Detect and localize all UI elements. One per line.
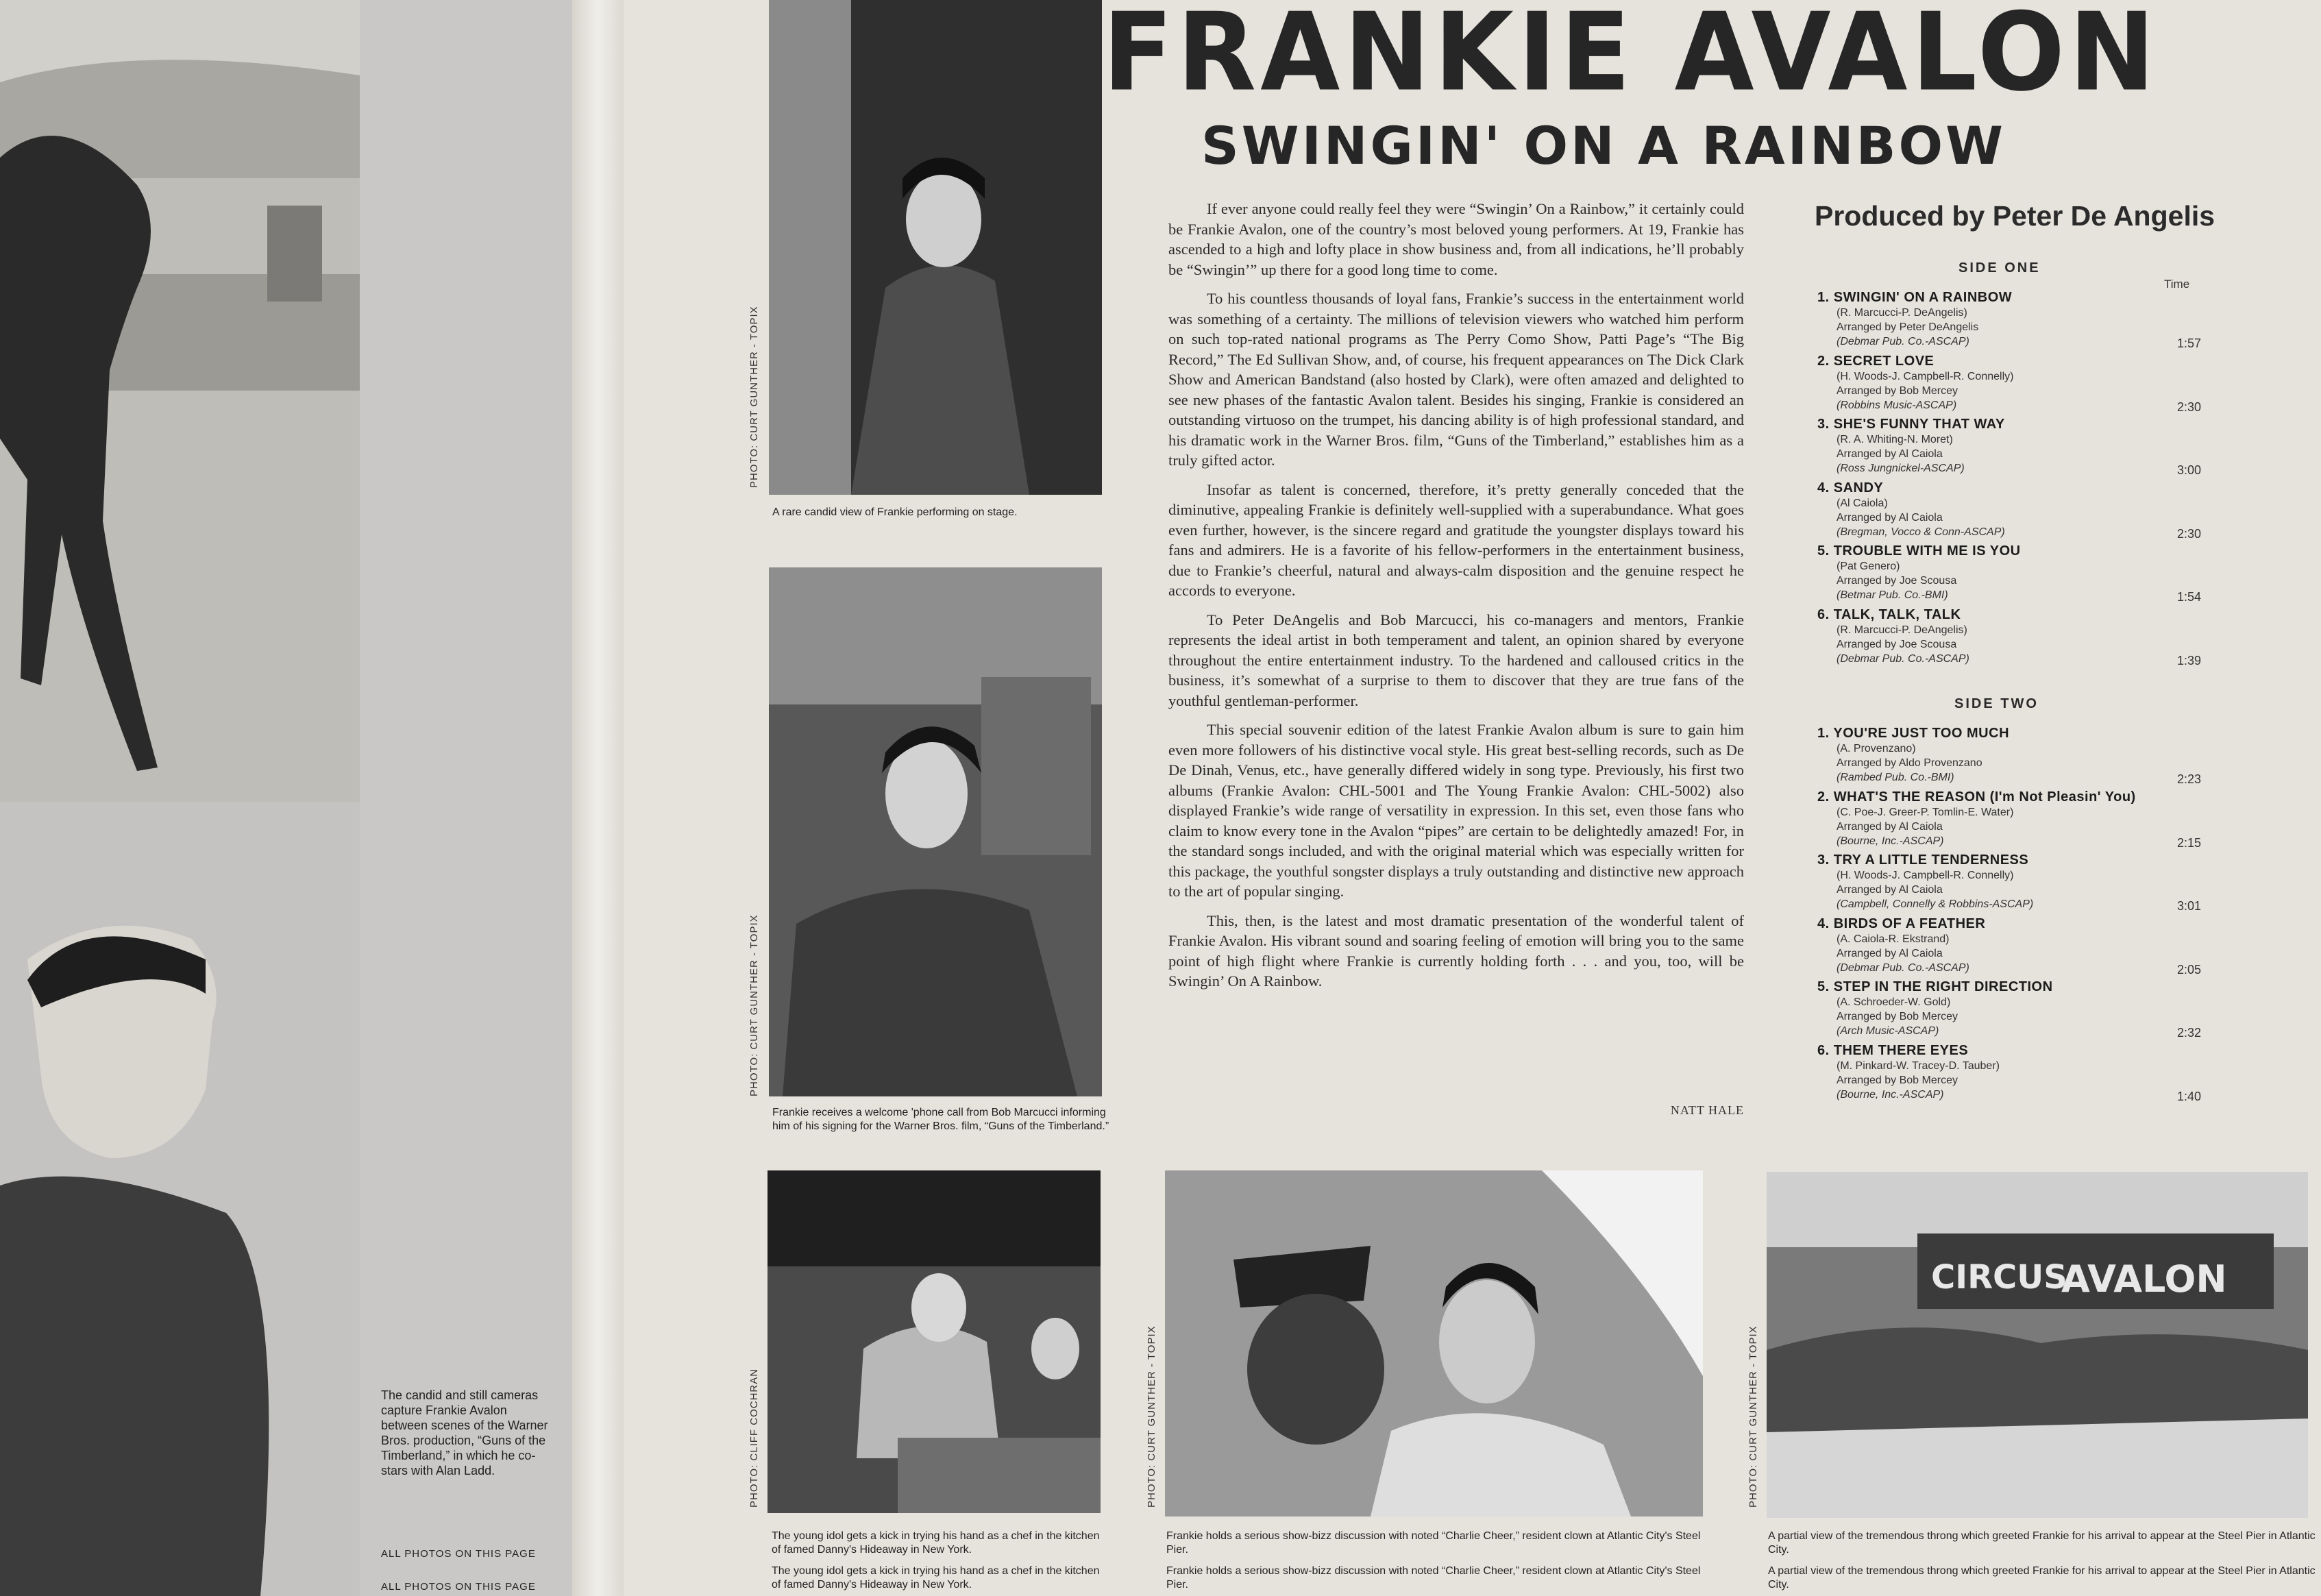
chef-photo-credit: PHOTO: CLIFF COCHRAN [748,1368,760,1508]
track-entry [1817,289,2201,349]
chef-photo [767,1170,1101,1513]
track-title: 4. BIRDS OF A FEATHER [1817,916,1986,931]
liner-paragraph: To his countless thousands of loyal fans, Frankie’s success in the entertainment world was something of a certainty. The millions of television viewers who watched him perform on such top-rated national programs as The Perry Como Show, Patti Page’s “The Big Record,” The Ed Sullivan Show, and, of course, his frequent appearances on The Dick Clark Show and American Bandstand (also hosted by Clark), were often amazed and delighted to see new phases of the fantastic Avalon talent. Besides his singing, Frankie is considered an outstanding virtuoso on the trumpet, his dancing ability is of high professional standard, and his dramatic work in the Warner Bros. film, “Guns of the Timberland,” establishes him as a truly gifted actor. [1168,290,1744,469]
track-entry [1817,543,2201,602]
track-writers: (C. Poe-J. Greer-P. Tomlin-E. Water) [1837,806,2014,818]
track-time: 3:00 [2176,463,2201,477]
track-entry [1817,725,2201,785]
track-arranger: Arranged by Al Caiola [1837,511,1943,524]
horse-photo [0,0,360,802]
track-title: 4. SANDY [1817,480,1884,495]
track-writers: (A. Schroeder-W. Gold) [1837,996,1951,1008]
track-arranger: Arranged by Aldo Provenzano [1837,757,1982,769]
track-arranger: Arranged by Joe Scousa [1837,575,1957,587]
track-publisher: (Debmar Pub. Co.-ASCAP) [1837,336,1969,347]
time-heading: Time [2164,278,2190,291]
track-publisher: (Debmar Pub. Co.-ASCAP) [1837,652,1969,665]
track-publisher: (Robbins Music-ASCAP) [1837,399,1957,411]
track-arranger: Arranged by Bob Mercey [1837,1011,1958,1022]
side-one-heading: SIDE ONE [1958,260,2041,275]
crowd-photo-credit: PHOTO: CURT GUNTHER - TOPIX [1747,1325,1759,1508]
track-writers: (A. Caiola-R. Ekstrand) [1837,933,1950,945]
author-signature: NATT HALE [1670,1103,1744,1117]
stage-photo-caption: A rare candid view of Frankie performing on stage. [772,506,1018,518]
track-title: 5. STEP IN THE RIGHT DIRECTION [1817,979,2053,994]
track-publisher: (Rambed Pub. Co.-BMI) [1837,772,1954,783]
track-arranger: Arranged by Al Caiola [1837,884,1943,896]
clown-photo [1165,1170,1703,1517]
spine-fold [572,0,624,1596]
track-entry [1817,852,2201,911]
track-entry [1817,979,2201,1038]
clown-photo-caption-repeat: Frankie holds a serious show-bizz discussion with noted “Charlie Cheer,” resident clown at Atlantic City's Steel Pier. [1166,1565,1701,1591]
chef-photo-caption-repeat: The young idol gets a kick in trying his hand as a chef in the kitchen of famed Danny's Hideaway in New York. [772,1565,1100,1591]
track-writers: (R. Marcucci-P. DeAngelis) [1837,624,1967,636]
track-publisher: (Debmar Pub. Co.-ASCAP) [1837,961,1969,974]
track-title: 6. TALK, TALK, TALK [1817,606,1961,622]
track-time: 2:30 [2176,400,2201,414]
track-arranger: Arranged by Bob Mercey [1837,1074,1958,1086]
clown-photo-caption: Frankie holds a serious show-bizz discussion with noted “Charlie Cheer,” resident clown at Atlantic City's Steel Pier. [1166,1530,1701,1556]
track-entry [1817,353,2201,413]
track-time: 1:54 [2176,590,2201,604]
left-page [0,0,610,1596]
track-publisher: (Bregman, Vocco & Conn-ASCAP) [1837,526,2005,538]
track-writers: (M. Pinkard-W. Tracey-D. Tauber) [1837,1059,2000,1072]
track-arranger: Arranged by Joe Scousa [1837,638,1957,650]
crowd-photo-caption-repeat: A partial view of the tremendous throng which greeted Frankie for his arrival to appear at the Steel Pier in Atlantic City. [1768,1565,2316,1591]
track-time: 3:01 [2176,899,2201,913]
portrait-photo [0,802,360,1596]
track-writers: (Pat Genero) [1837,561,1900,572]
track-publisher: (Bourne, Inc.-ASCAP) [1837,835,1944,847]
liner-paragraph: This special souvenir edition of the latest Frankie Avalon album is sure to gain him even more followers of his distinctive vocal style. His great best-selling records, such as De De Dinah, Venus, etc., have generally differed widely in song type. Previously, his first two albums (Frankie Avalon: CHL-5001 and The Young Frankie Avalon: CHL-5002) also displayed Frankie’s wide range of versatility in expression. In this set, even those fans who claim to know every tone in the Avalon “pipes” are certain to be delightedly amazed! For, in the standard songs included, and with the original material which was especially written for this package, the youthful songster displays a truly outstanding and distinctive new approach to the art of popular singing. [1168,721,1744,900]
track-title: 2. WHAT'S THE REASON (I'm Not Pleasin' You) [1817,789,2136,805]
track-entry [1817,789,2201,848]
side-two-heading: SIDE TWO [1954,696,2039,711]
track-time: 1:39 [2176,653,2201,667]
phone-photo-caption: Frankie receives a welcome 'phone call from Bob Marcucci informing him of his signing for the Warner Bros. film, “Guns of the Timberland.” [772,1107,1109,1132]
liner-paragraph: This, then, is the latest and most dramatic presentation of the wonderful talent of Frankie Avalon. His vibrant sound and soaring feeling of emotion will bring you to the same point of high flight where Frankie is currently holding forth . . . and you, too, will be Swingin’ On A Rainbow. [1168,911,1744,990]
chef-photo-caption: The young idol gets a kick in trying his hand as a chef in the kitchen of famed Danny's Hideaway in New York. [772,1530,1100,1556]
phone-photo-credit: PHOTO: CURT GUNTHER - TOPIX [748,914,760,1096]
track-title: 1. YOU'RE JUST TOO MUCH [1817,726,2010,741]
track-arranger: Arranged by Al Caiola [1837,947,1943,959]
track-writers: (A. Provenzano) [1837,743,1916,754]
track-title: 2. SECRET LOVE [1817,353,1935,369]
track-time: 2:32 [2176,1026,2201,1040]
track-publisher: (Arch Music-ASCAP) [1837,1025,1939,1037]
stage-photo-credit: PHOTO: CURT GUNTHER - TOPIX [748,306,760,488]
album-title: FRANKIE AVALON [1103,0,2159,116]
producer-credit: Produced by Peter De Angelis [1815,200,2215,232]
track-publisher: (Ross Jungnickel-ASCAP) [1837,463,1965,474]
track-time: 2:23 [2176,772,2201,786]
track-time: 2:15 [2176,835,2201,850]
track-time: 2:30 [2176,526,2201,541]
left-credit-line: ALL PHOTOS ON THIS PAGE [381,1548,536,1560]
track-arranger: Arranged by Peter DeAngelis [1837,321,1979,333]
liner-paragraph: If ever anyone could really feel they were “Swingin’ On a Rainbow,” it certainly could be Frankie Avalon, one of the country’s most beloved young performers. At 19, Frankie has ascended to a high and lofty place in show business and, from all indications, he’ll probably be “Swingin’” up there for a good long time to come. [1168,200,1744,278]
clown-photo-credit: PHOTO: CURT GUNTHER - TOPIX [1146,1325,1157,1508]
track-publisher: (Bourne, Inc.-ASCAP) [1837,1088,1944,1101]
track-entry [1817,1042,2201,1102]
track-writers: (H. Woods-J. Campbell-R. Connelly) [1837,870,2014,881]
track-title: 3. TRY A LITTLE TENDERNESS [1817,852,2029,868]
track-arranger: Arranged by Al Caiola [1837,448,1943,460]
track-arranger: Arranged by Bob Mercey [1837,384,1958,397]
album-subtitle: SWINGIN' ON A RAINBOW [1201,115,2006,176]
track-entry [1817,606,2201,666]
track-writers: (R. Marcucci-P. DeAngelis) [1837,307,1967,319]
track-entry [1817,480,2201,539]
track-writers: (H. Woods-J. Campbell-R. Connelly) [1837,370,2014,382]
track-time: 2:05 [2176,962,2201,977]
track-time: 1:40 [2176,1089,2201,1103]
track-arranger: Arranged by Al Caiola [1837,820,1943,833]
track-writers: (Al Caiola) [1837,497,1888,509]
track-entry [1817,916,2201,975]
circus-sign: CIRCUS [1931,1258,2067,1297]
track-title: 6. THEM THERE EYES [1817,1042,1969,1058]
track-title: 3. SHE'S FUNNY THAT WAY [1817,417,2005,432]
track-writers: (R. A. Whiting-N. Moret) [1837,434,1953,445]
liner-paragraph: Insofar as talent is concerned, therefore, it’s pretty generally conceded that the diminutive, appealing Frankie is definitely well-supplied with a superabundance. What goes even further, however, is the sincere regard and gratitude the youngster displays toward his fans and admirers. He is a favorite of his fellow-performers in the entertainment business, due to Frankie’s cheerful, natural and always-calm disposition and the genuine respect he accords to everyone. [1168,480,1744,599]
track-entry [1817,416,2201,476]
track-time: 1:57 [2176,336,2201,350]
phone-photo [769,567,1102,1096]
avalon-sign: AVALON [2061,1257,2227,1301]
left-credit-line-repeat: ALL PHOTOS ON THIS PAGE [381,1581,536,1593]
track-title: 5. TROUBLE WITH ME IS YOU [1817,543,2021,558]
crowd-photo [1767,1172,2308,1518]
crowd-photo-caption: A partial view of the tremendous throng which greeted Frankie for his arrival to appear at the Steel Pier in Atlantic City. [1768,1530,2316,1556]
track-title: 1. SWINGIN' ON A RAINBOW [1817,290,2013,305]
track-publisher: (Betmar Pub. Co.-BMI) [1837,589,1948,601]
liner-paragraph: To Peter DeAngelis and Bob Marcucci, his co-managers and mentors, Frankie represents the ideal artist in both temperament and talent, an opinion shared by everyone throughout the entire entertainment industry. To the hardened and calloused critics in the business, it’s somewhat of a surprise to them to discover that they are true fans of the youthful gentleman-performer. [1168,611,1744,709]
stage-photo [769,0,1102,495]
left-caption: The candid and still cameras capture Frankie Avalon between scenes of the Warner Bros. production, “Guns of the Timberland,” in which he co-stars with Alan Ladd. [381,1388,548,1477]
track-publisher: (Campbell, Connelly & Robbins-ASCAP) [1837,898,2034,910]
liner-notes [1168,199,1744,1000]
